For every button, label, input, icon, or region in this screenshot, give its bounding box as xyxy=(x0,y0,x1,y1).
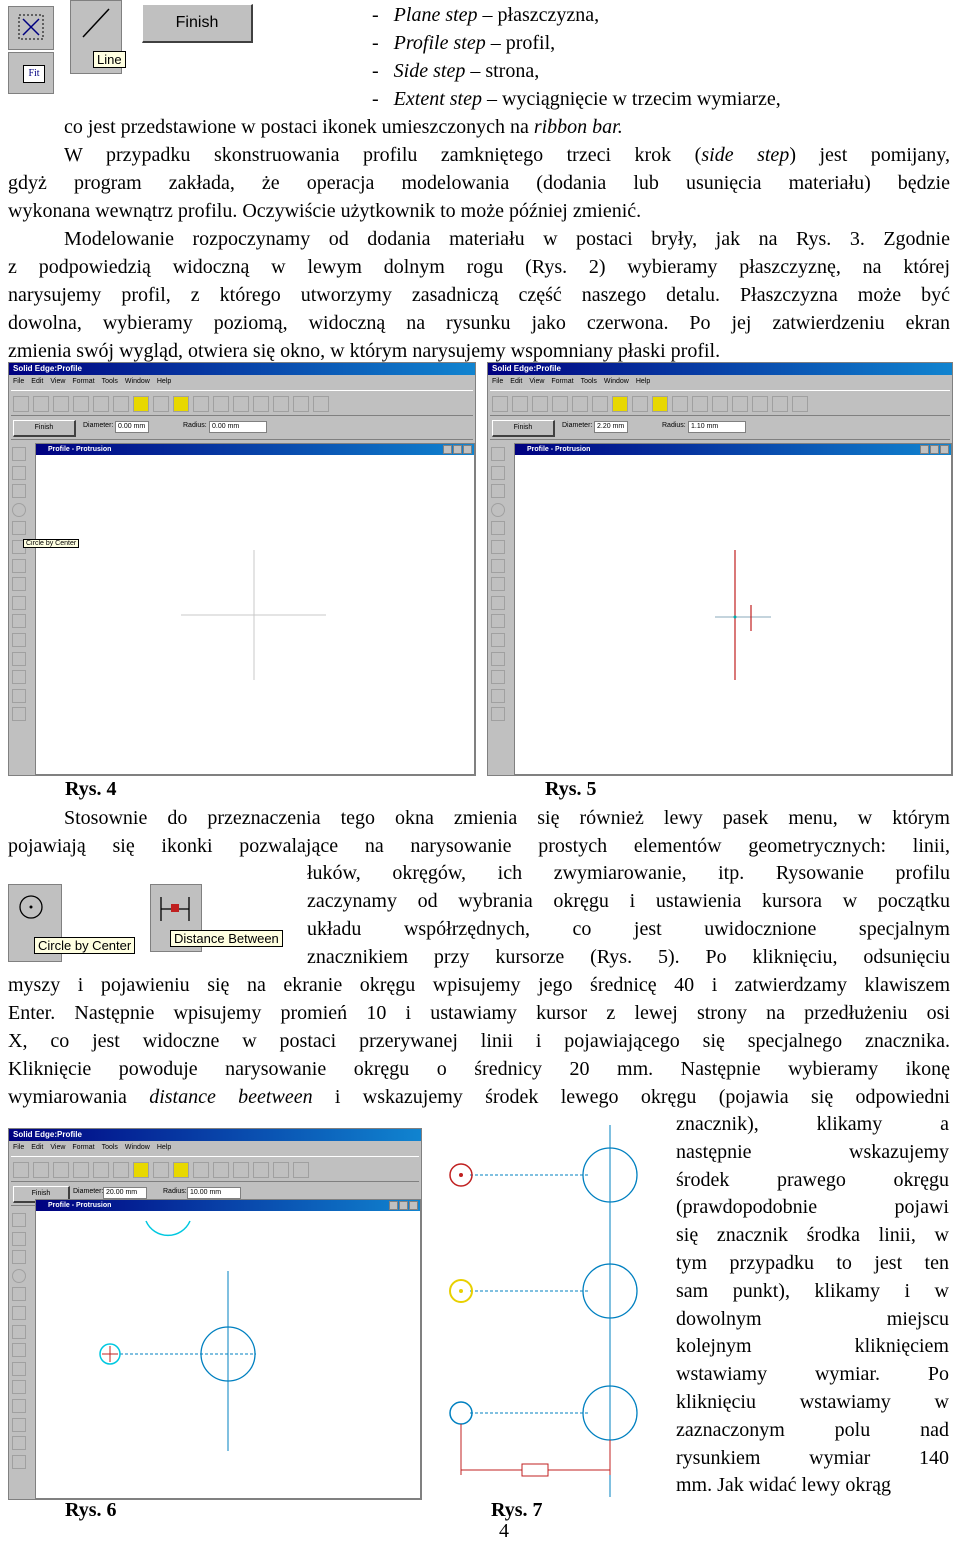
offset-tool-icon[interactable] xyxy=(12,577,26,591)
draw-toolbar xyxy=(490,443,508,773)
main-toolbar xyxy=(11,390,473,416)
paragraph-line: W przypadku skonstruowania profilu zamkniętego trzeci krok (side step) jest pomijany, xyxy=(64,144,951,166)
paragraph-line: tym przypadku to jest ten xyxy=(676,1251,949,1274)
menu-help[interactable]: Help xyxy=(156,378,172,385)
axes-icon[interactable] xyxy=(213,1162,229,1178)
paragraph-line: pojawiają się ikonki pozwalające na narysowanie prostych elementów geometrycznych: linii, xyxy=(8,835,950,857)
point-tool-icon[interactable] xyxy=(12,1455,26,1469)
help-icon[interactable] xyxy=(313,396,329,412)
paragraph-line: znacznikiem przy kursorze (Rys. 5). Po kliknięciu, odsunięciu xyxy=(307,946,950,968)
screenshot-rys6 xyxy=(8,1128,422,1500)
line-tooltip: Line xyxy=(93,51,126,68)
line-tool-icon[interactable] xyxy=(70,0,122,74)
fit-icon[interactable] xyxy=(752,396,768,412)
menu-bar xyxy=(9,376,475,387)
paragraph-line: dowolnym miejscu xyxy=(676,1307,949,1330)
redo-icon[interactable] xyxy=(93,396,109,412)
distance-tool-icon[interactable] xyxy=(491,614,505,628)
arc-tool-icon[interactable] xyxy=(12,484,26,498)
radius-label: Radius: xyxy=(183,422,207,429)
sphere-icon[interactable] xyxy=(652,396,668,412)
menu-tools[interactable]: Tools xyxy=(101,378,118,385)
fit-label: Fit xyxy=(23,65,45,83)
drawing-canvas[interactable] xyxy=(36,455,474,774)
close-icon[interactable] xyxy=(940,445,949,454)
select-tool-icon[interactable] xyxy=(12,1213,26,1227)
main-toolbar xyxy=(490,390,950,416)
relation-tool-icon[interactable] xyxy=(12,1399,26,1413)
sphere-icon[interactable] xyxy=(173,1162,189,1178)
connect-tool-icon[interactable] xyxy=(12,652,26,666)
circle-tool-icon[interactable] xyxy=(491,503,505,517)
zoom-area-icon[interactable] xyxy=(712,396,728,412)
view-icon[interactable] xyxy=(193,1162,209,1178)
finish-button[interactable]: Finish xyxy=(492,420,555,437)
paragraph-line: kliknięciu wstawiamy w xyxy=(676,1390,949,1413)
menu-view[interactable]: View xyxy=(529,378,545,385)
cube-icon[interactable] xyxy=(133,396,149,412)
paint-icon[interactable] xyxy=(153,1162,169,1178)
paragraph-line: sam punkt), klikamy i w xyxy=(676,1279,949,1302)
view-icon[interactable] xyxy=(672,396,688,412)
menu-window[interactable]: Window xyxy=(124,1144,150,1151)
arc-tool-icon[interactable] xyxy=(12,1250,26,1264)
paragraph-line: znacznik), klikamy a xyxy=(676,1113,949,1135)
close-icon[interactable] xyxy=(463,445,472,454)
caption-rys7: Rys. 7 xyxy=(491,1499,543,1521)
paragraph-line: zaczynamy od wybrania okręgu i ustawienia kursora w początku xyxy=(307,890,950,912)
mirror-tool-icon[interactable] xyxy=(12,1362,26,1376)
copy-icon[interactable] xyxy=(512,396,528,412)
point-tool-icon[interactable] xyxy=(491,707,505,721)
distance-between-tooltip: Distance Between xyxy=(170,930,283,947)
paragraph-line: Stosownie do przeznaczenia tego okna zmienia się również lewy pasek menu, w którym xyxy=(64,807,950,829)
menu-help[interactable]: Help xyxy=(635,378,651,385)
offset-tool-icon[interactable] xyxy=(491,577,505,591)
app-title: Solid Edge:Profile xyxy=(488,363,952,375)
line-tool-icon[interactable] xyxy=(491,466,505,480)
menu-edit[interactable]: Edit xyxy=(31,378,44,385)
finish-button[interactable]: Finish xyxy=(13,420,76,437)
axis-tool-icon[interactable] xyxy=(491,689,505,703)
ribbon-bar xyxy=(11,417,473,440)
paragraph-line: mm. Jak widać lewy okrąg xyxy=(676,1474,891,1497)
profile-window-title: Profile - Protrusion xyxy=(36,444,474,455)
app-title: Solid Edge:Profile xyxy=(9,1129,421,1141)
paragraph-line: się znacznik środka linii, w xyxy=(676,1224,949,1247)
diameter-label: Diameter: xyxy=(83,422,114,429)
offset-tool-icon[interactable] xyxy=(12,1343,26,1357)
profile-window-title: Profile - Protrusion xyxy=(36,1200,420,1211)
fit-icon[interactable] xyxy=(273,1162,289,1178)
diameter-field[interactable]: 0.00 mm xyxy=(115,421,149,433)
menu-tools[interactable]: Tools xyxy=(101,1144,118,1151)
paragraph-line: Enter. Następnie wpisujemy promień 10 i ustawiamy kursor z lewej strony na przedłużeniu osi xyxy=(8,1002,950,1024)
draw-toolbar xyxy=(11,1209,29,1497)
diameter-label: Diameter: xyxy=(73,1188,104,1195)
menu-view[interactable]: View xyxy=(50,1144,66,1151)
help-icon[interactable] xyxy=(792,396,808,412)
paragraph-line: wymiarowania distance beetween i wskazujemy środek lewego okręgu (pojawia się odpowiedni xyxy=(8,1086,950,1108)
menu-file[interactable]: File xyxy=(13,378,25,385)
menu-file[interactable]: File xyxy=(492,378,504,385)
circle-tool-icon[interactable] xyxy=(12,1269,26,1283)
help-icon[interactable] xyxy=(293,1162,309,1178)
profile-window xyxy=(514,443,952,775)
draw-toolbar xyxy=(11,443,29,773)
maximize-icon[interactable] xyxy=(930,445,939,454)
caption-rys6: Rys. 6 xyxy=(65,1499,117,1521)
zoom-area-icon[interactable] xyxy=(233,1162,249,1178)
profile-window xyxy=(35,443,475,775)
screenshot-rys4 xyxy=(8,362,476,776)
undo-icon[interactable] xyxy=(73,1162,89,1178)
trim-tool-icon[interactable] xyxy=(12,559,26,573)
cube-icon[interactable] xyxy=(133,1162,149,1178)
menu-bar xyxy=(9,1142,421,1153)
zoom-area-icon[interactable] xyxy=(233,396,249,412)
mirror-tool-icon[interactable] xyxy=(491,596,505,610)
close-icon[interactable] xyxy=(409,1201,418,1210)
circle-tool-icon[interactable] xyxy=(12,503,26,517)
finish-button[interactable]: Finish xyxy=(142,4,253,43)
undo-icon[interactable] xyxy=(552,396,568,412)
paragraph-line: X, co jest widoczne w postaci przerywanej linii i pojawiającego się specjalnego znacznika. xyxy=(8,1030,950,1052)
paragraph-line: Kliknięcie powoduje narysowanie okręgu o średnicy 20 mm. Następnie wybieramy ikonę xyxy=(8,1058,950,1080)
wrap-paragraph xyxy=(676,1111,949,1500)
paint-icon[interactable] xyxy=(153,396,169,412)
screenshot-rys5 xyxy=(487,362,953,776)
menu-format[interactable]: Format xyxy=(551,378,574,385)
circle-tooltip: Circle by Center xyxy=(23,539,79,548)
paste-icon[interactable] xyxy=(53,396,69,412)
minimize-icon[interactable] xyxy=(443,445,452,454)
cut-icon[interactable] xyxy=(13,396,29,412)
dimension-tool-icon[interactable] xyxy=(491,670,505,684)
diameter-field[interactable]: 20.00 mm xyxy=(103,1187,147,1199)
radius-label: Radius: xyxy=(662,422,686,429)
paragraph-line: wstawiamy wymiar. Po xyxy=(676,1363,949,1386)
mirror-tool-icon[interactable] xyxy=(12,596,26,610)
trim-tool-icon[interactable] xyxy=(12,1325,26,1339)
step-item: - Plane step – płaszczyzna, xyxy=(372,4,600,26)
circle-by-center-tooltip: Circle by Center xyxy=(34,937,135,954)
pan-icon[interactable] xyxy=(293,396,309,412)
paragraph-line: dowolna, wybieramy poziomą, widoczną na rysunku jako czerwona. Po jej zatwierdzeniu ekran xyxy=(8,312,950,334)
minimize-icon[interactable] xyxy=(389,1201,398,1210)
paragraph-line: (prawdopodobnie pojawi xyxy=(676,1196,949,1219)
profile-window xyxy=(35,1199,421,1499)
select-icon[interactable] xyxy=(592,396,608,412)
radius-field[interactable]: 10.00 mm xyxy=(187,1187,241,1199)
menu-format[interactable]: Format xyxy=(72,1144,95,1151)
paragraph-line: środek prawego okręgu xyxy=(676,1168,949,1191)
axes-icon[interactable] xyxy=(692,396,708,412)
view-icon[interactable] xyxy=(193,396,209,412)
undo-icon[interactable] xyxy=(73,396,89,412)
sketch-rys7 xyxy=(430,1125,670,1500)
page-number: 4 xyxy=(499,1520,509,1542)
menu-edit[interactable]: Edit xyxy=(510,378,523,385)
paragraph-line: zmienia swój wygląd, otwiera się okno, w którym narysujemy wspomniany płaski profil. xyxy=(8,340,721,362)
axes-icon[interactable] xyxy=(213,396,229,412)
step-item: - Profile step – profil, xyxy=(372,32,556,54)
select-icon[interactable] xyxy=(113,1162,129,1178)
point-tool-icon[interactable] xyxy=(12,707,26,721)
maximize-icon[interactable] xyxy=(399,1201,408,1210)
distance-tool-icon[interactable] xyxy=(12,614,26,628)
paragraph-line: kolejnym kliknięciem xyxy=(676,1335,949,1358)
paragraph-line: zaznaczonym polu nad xyxy=(676,1418,949,1441)
pan-icon[interactable] xyxy=(772,396,788,412)
paragraph-line: myszy i pojawieniu się na ekranie okręgu wpisujemy jego średnicę 40 i zatwierdzamy klawiszem xyxy=(8,974,950,996)
paragraph-line: łuków, okręgów, ich zwymiarowanie, itp. Rysowanie profilu xyxy=(307,862,950,884)
rectangle-tool-icon[interactable] xyxy=(12,521,26,535)
menu-file[interactable]: File xyxy=(13,1144,25,1151)
arc-tool-icon[interactable] xyxy=(491,484,505,498)
line-tool-icon[interactable] xyxy=(12,1232,26,1246)
paragraph-line: wykonana wewnątrz profilu. Oczywiście użytkownik to może później zmienić. xyxy=(8,200,642,222)
fillet-tool-icon[interactable] xyxy=(491,540,505,554)
maximize-icon[interactable] xyxy=(453,445,462,454)
paste-icon[interactable] xyxy=(53,1162,69,1178)
zoom-icon[interactable] xyxy=(253,396,269,412)
dimension-tool-icon[interactable] xyxy=(12,670,26,684)
menu-view[interactable]: View xyxy=(50,378,66,385)
rectangle-tool-icon[interactable] xyxy=(491,521,505,535)
axis-tool-icon[interactable] xyxy=(12,689,26,703)
line-tool-icon[interactable] xyxy=(12,466,26,480)
paragraph-line: Modelowanie rozpoczynamy od dodania materiału w postaci bryły, jak na Rys. 3. Zgodnie xyxy=(64,228,950,250)
menu-window[interactable]: Window xyxy=(603,378,629,385)
paragraph-line: następnie wskazujemy xyxy=(676,1140,949,1163)
paragraph-line: układu współrzędnych, co jest uwidocznione specjalnym xyxy=(307,918,950,940)
radius-field[interactable]: 1.10 mm xyxy=(688,421,746,433)
radius-field[interactable]: 0.00 mm xyxy=(209,421,267,433)
paragraph-line: gdyż program zakłada, że operacja modelowania (dodania lub usunięcia materiału) będzie xyxy=(8,172,950,194)
redo-icon[interactable] xyxy=(93,1162,109,1178)
app-title: Solid Edge:Profile xyxy=(9,363,475,375)
paragraph-line: co jest przedstawione w postaci ikonek umieszczonych na ribbon bar. xyxy=(64,116,623,138)
menu-tools[interactable]: Tools xyxy=(580,378,597,385)
cut-icon[interactable] xyxy=(492,396,508,412)
menu-help[interactable]: Help xyxy=(156,1144,172,1151)
diameter-field[interactable]: 2.20 mm xyxy=(594,421,628,433)
rectangle-tool-icon[interactable] xyxy=(12,1287,26,1301)
connect-tool-icon[interactable] xyxy=(12,1418,26,1432)
fit-icon[interactable] xyxy=(8,52,54,94)
drawing-canvas[interactable] xyxy=(36,1211,420,1498)
menu-edit[interactable]: Edit xyxy=(31,1144,44,1151)
caption-rys5: Rys. 5 xyxy=(545,778,597,800)
redo-icon[interactable] xyxy=(572,396,588,412)
zoom-icon[interactable] xyxy=(732,396,748,412)
fit-icon[interactable] xyxy=(273,396,289,412)
copy-icon[interactable] xyxy=(33,396,49,412)
paste-icon[interactable] xyxy=(532,396,548,412)
relation-tool-icon[interactable] xyxy=(491,633,505,647)
distance-tool-icon[interactable] xyxy=(12,1380,26,1394)
paragraph-line: z podpowiedzią widoczną w lewym dolnym rogu (Rys. 2) wybieramy płaszczyznę, na której xyxy=(8,256,950,278)
cube-icon[interactable] xyxy=(612,396,628,412)
menu-format[interactable]: Format xyxy=(72,378,95,385)
paragraph-line: narysujemy profil, z którego utworzymy zasadniczą część naszego detalu. Płaszczyzna może być xyxy=(8,284,950,306)
fillet-tool-icon[interactable] xyxy=(12,1306,26,1320)
minimize-icon[interactable] xyxy=(920,445,929,454)
copy-icon[interactable] xyxy=(33,1162,49,1178)
dimension-tool-icon[interactable] xyxy=(12,1436,26,1450)
finish-button[interactable]: Finish xyxy=(13,1186,70,1203)
menu-window[interactable]: Window xyxy=(124,378,150,385)
profile-window-title: Profile - Protrusion xyxy=(515,444,951,455)
menu-bar xyxy=(488,376,952,387)
relation-tool-icon[interactable] xyxy=(12,633,26,647)
select-icon[interactable] xyxy=(113,396,129,412)
step-item: - Extent step – wyciągnięcie w trzecim wymiarze, xyxy=(372,88,781,110)
connect-tool-icon[interactable] xyxy=(491,652,505,666)
main-toolbar xyxy=(11,1156,419,1182)
ribbon-bar xyxy=(490,417,950,440)
zoom-icon[interactable] xyxy=(253,1162,269,1178)
diameter-label: Diameter: xyxy=(562,422,593,429)
sphere-icon[interactable] xyxy=(173,396,189,412)
radius-label: Radius: xyxy=(163,1188,187,1195)
drawing-canvas[interactable] xyxy=(515,455,951,774)
step-item: - Side step – strona, xyxy=(372,60,540,82)
caption-rys4: Rys. 4 xyxy=(65,778,117,800)
paragraph-line: rysunkiem wymiar 140 xyxy=(676,1446,949,1469)
zoom-area-icon[interactable] xyxy=(8,6,54,50)
paint-icon[interactable] xyxy=(632,396,648,412)
trim-tool-icon[interactable] xyxy=(491,559,505,573)
cut-icon[interactable] xyxy=(13,1162,29,1178)
select-tool-icon[interactable] xyxy=(12,447,26,461)
select-tool-icon[interactable] xyxy=(491,447,505,461)
